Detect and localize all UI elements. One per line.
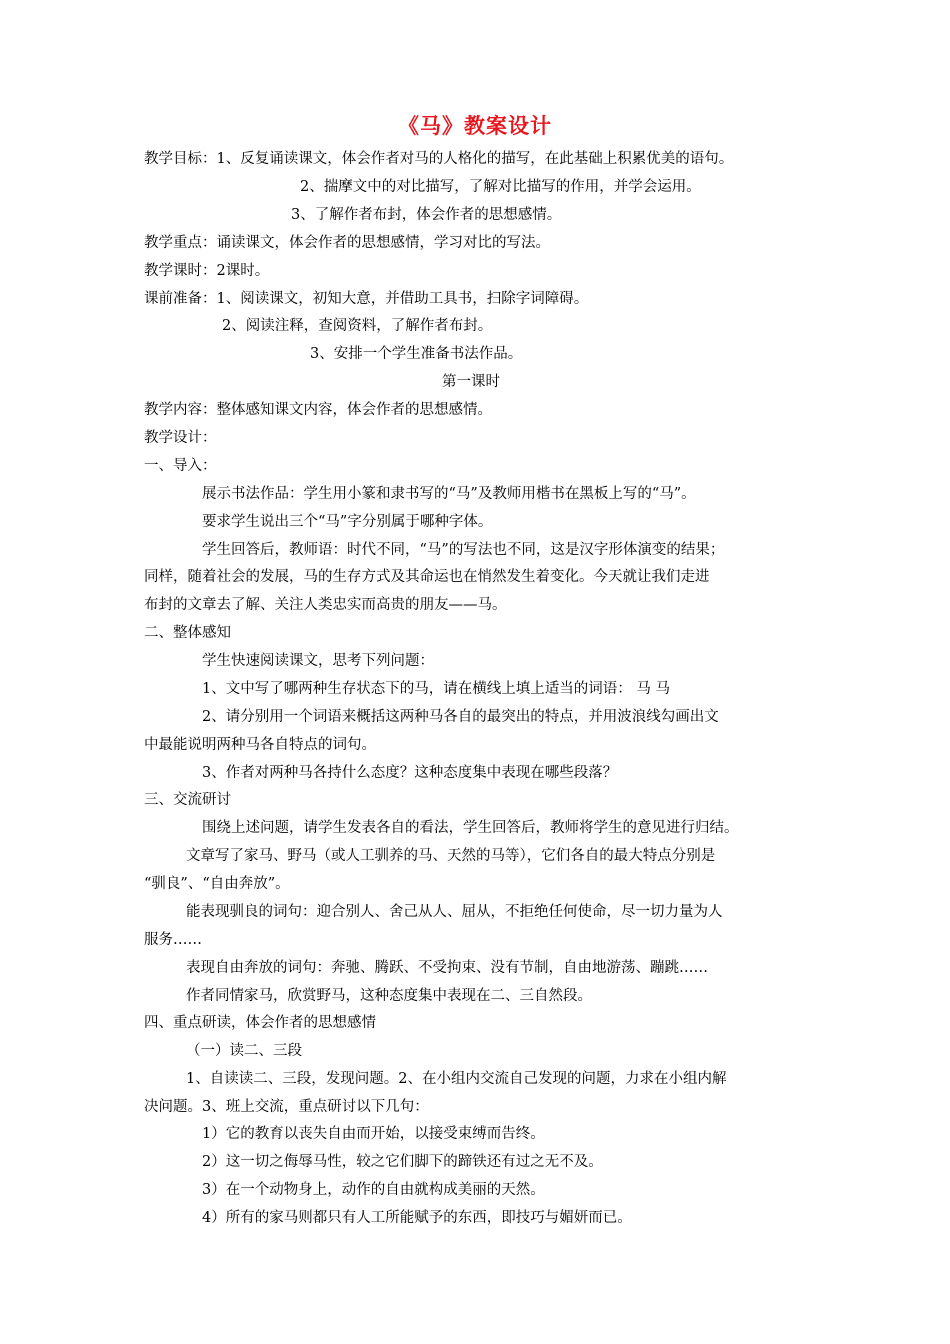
section-3-line-7: 作者同情家马，欣赏野马，这种态度集中表现在二、三自然段。	[186, 988, 592, 1004]
lesson-heading: 第一课时	[442, 374, 500, 390]
section-1-heading: 一、导入：	[144, 458, 217, 474]
prep-line-1: 课前准备：1、阅读课文，初知大意，并借助工具书，扫除字词障碍。	[144, 291, 589, 307]
section-2-heading: 二、整体感知	[144, 625, 231, 641]
goals-line-1: 教学目标：1、反复诵读课文，体会作者对马的人格化的描写，在此基础上积累优美的语句。	[144, 151, 734, 167]
section-3-line-4: 能表现驯良的词句：迎合别人、舍己从人、屈从，不拒绝任何使命，尽一切力量为人	[186, 904, 723, 920]
section-4-quote-2: 2）这一切之侮辱马性，较之它们脚下的蹄铁还有过之无不及。	[202, 1154, 603, 1170]
teaching-content: 教学内容：整体感知课文内容，体会作者的思想感情。	[144, 402, 492, 418]
class-hours: 教学课时：2课时。	[144, 263, 270, 279]
section-2-line-2: 1、文中写了哪两种生存状态下的马，请在横线上填上适当的词语： 马 马	[202, 681, 670, 697]
section-4-quote-1: 1）它的教育以丧失自由而开始，以接受束缚而告终。	[202, 1126, 545, 1142]
goals-line-2: 2、揣摩文中的对比描写，了解对比描写的作用，并学会运用。	[300, 179, 701, 195]
document-title: 《马》教案设计	[398, 114, 552, 138]
teaching-design-label: 教学设计：	[144, 430, 217, 446]
section-3-heading: 三、交流研讨	[144, 792, 231, 808]
section-3-line-5: 服务……	[144, 932, 202, 948]
section-3-line-6: 表现自由奔放的词句：奔驰、腾跃、不受拘束、没有节制，自由地游荡、蹦跳……	[186, 960, 708, 976]
section-4-subheading: （一）读二、三段	[186, 1043, 302, 1059]
section-2-line-1: 学生快速阅读课文，思考下列问题：	[202, 653, 434, 669]
section-1-line-3: 学生回答后，教师语：时代不同，“马”的写法也不同，这是汉字形体演变的结果；	[202, 542, 725, 558]
section-4-line-2: 决问题。3、班上交流，重点研讨以下几句：	[144, 1099, 429, 1115]
goals-line-3: 3、了解作者布封，体会作者的思想感情。	[291, 207, 562, 223]
prep-line-2: 2、阅读注释，查阅资料，了解作者布封。	[222, 318, 493, 334]
section-4-line-1: 1、自读读二、三段，发现问题。2、在小组内交流自己发现的问题，力求在小组内解	[186, 1071, 727, 1087]
section-1-line-2: 要求学生说出三个“马”字分别属于哪种字体。	[202, 514, 493, 530]
section-1-line-4: 同样，随着社会的发展，马的生存方式及其命运也在悄然发生着变化。今天就让我们走进	[144, 569, 710, 585]
section-3-line-3: “驯良”、“自由奔放”。	[144, 876, 290, 892]
section-3-line-1: 围绕上述问题，请学生发表各自的看法，学生回答后，教师将学生的意见进行归结。	[202, 820, 739, 836]
section-4-quote-4: 4）所有的家马则都只有人工所能赋予的东西，即技巧与媚妍而已。	[202, 1210, 632, 1226]
prep-line-3: 3、安排一个学生准备书法作品。	[310, 346, 523, 362]
section-2-line-4: 中最能说明两种马各自特点的词句。	[144, 737, 376, 753]
section-1-line-1: 展示书法作品：学生用小篆和隶书写的“马”及教师用楷书在黑板上写的“马”。	[202, 486, 696, 502]
section-2-line-5: 3、作者对两种马各持什么态度？这种态度集中表现在哪些段落？	[202, 765, 618, 781]
section-2-line-3: 2、请分别用一个词语来概括这两种马各自的最突出的特点，并用波浪线勾画出文	[202, 709, 719, 725]
section-3-line-2: 文章写了家马、野马（或人工驯养的马、天然的马等），它们各自的最大特点分别是	[186, 848, 716, 864]
key-points: 教学重点：诵读课文，体会作者的思想感情，学习对比的写法。	[144, 235, 550, 251]
section-1-line-5: 布封的文章去了解、关注人类忠实而高贵的朋友——马。	[144, 597, 507, 613]
section-4-heading: 四、重点研读，体会作者的思想感情	[144, 1015, 376, 1031]
section-4-quote-3: 3）在一个动物身上，动作的自由就构成美丽的天然。	[202, 1182, 545, 1198]
